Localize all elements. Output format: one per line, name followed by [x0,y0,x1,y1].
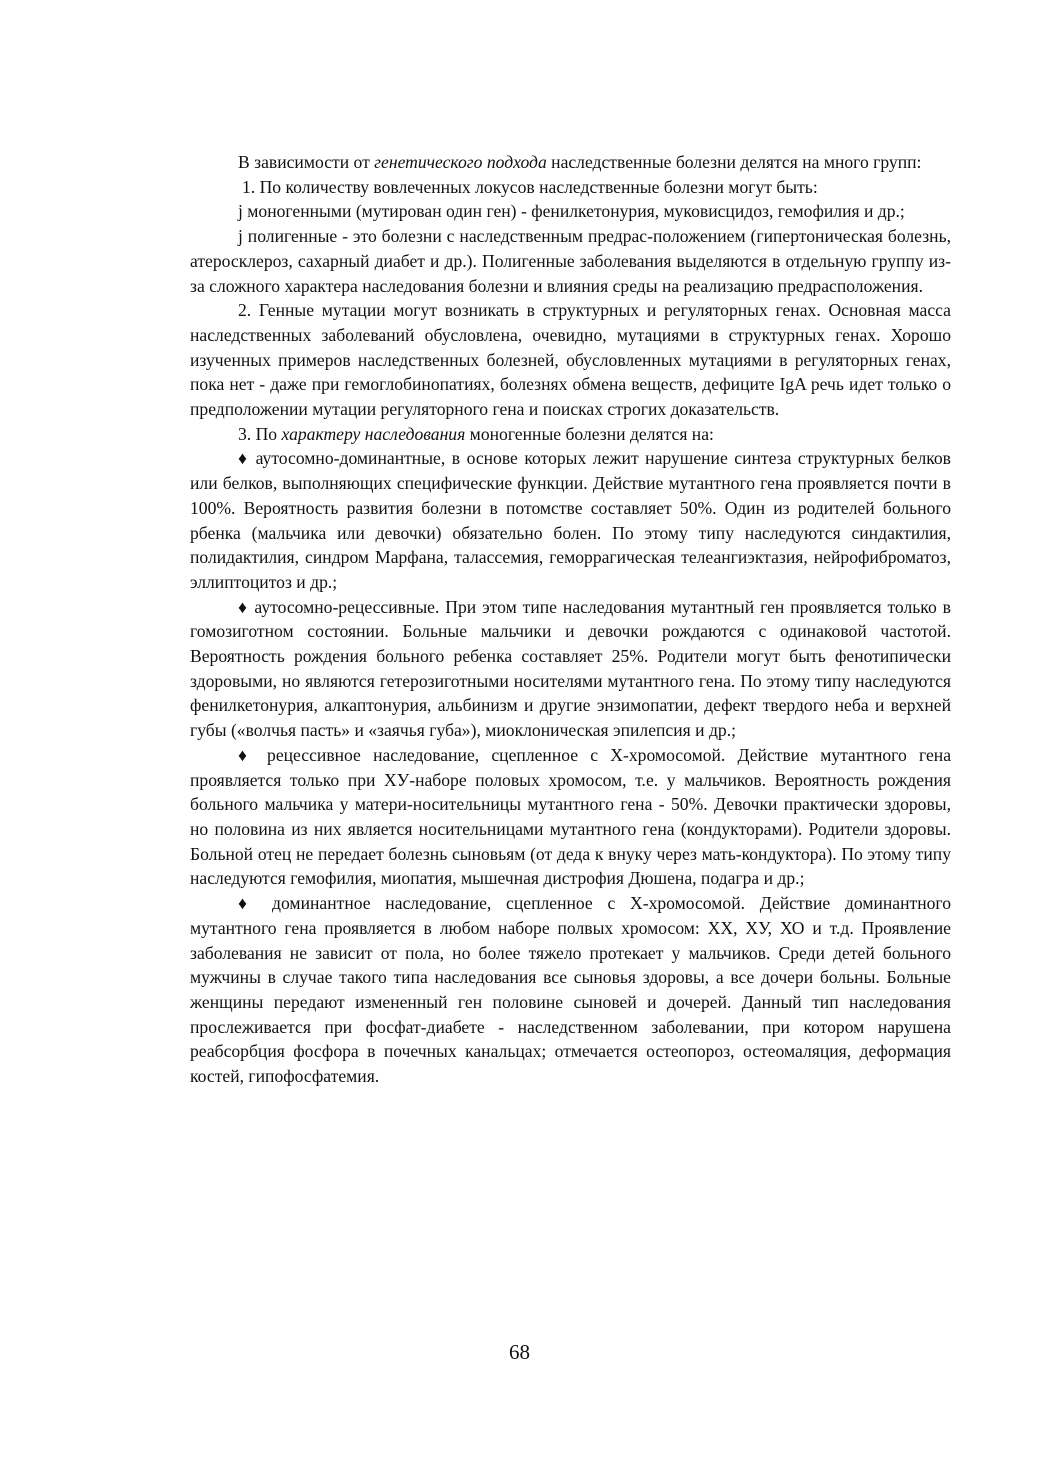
item-2-text: 2. Генные мутации могут возникать в структурных и регуляторных генах. Основная масса наследственных заболеваний обусловлена, очевидно, мутациями в структурных генах. Хорошо изученных примеров наследственных болезней, обусловленных мутациями в регуляторных генах, пока нет - даже при гемоглобинопатиях, болезнях обмена веществ, дефиците IgA речь идет только о предположении мутации регуляторного гена и поисках строгих доказательств. [190,300,951,420]
paragraph-autosomal-dominant [190,446,951,594]
intro-text-1: В зависимости от [238,152,375,172]
page-number: 68 [509,1340,530,1364]
paragraph-x-linked-recessive [190,743,951,891]
paragraph-polygenic [190,224,951,298]
autosomal-recessive-text: ♦ аутосомно-рецессивные. При этом типе наследования мутантный ген проявляется только в гомозиготном состоянии. Больные мальчики и девочки рождаются с одинаковой частотой. Вероятность рождения больного ребенка составляет 25%. Родители могут быть фенотипически здоровыми, но являются гетерозиготными носителями мутантного гена. По этому типу наследуются фенилкетонурия, алкаптонурия, альбинизм и другие энзимопатии, дефект твердого неба и верхней губы («волчья пасть» и «заячья губа»), миоклоническая эпилепсия и др.; [190,596,951,741]
item-3-text-1: 3. По [238,423,282,444]
item-1-text: 1. По количеству вовлеченных локусов наследственные болезни могут быть: [242,176,818,197]
autosomal-dominant-text: ♦ аутосомно-доминантные, в основе которых лежит нарушение синтеза структурных белков или белков, выполняющих специфические функции. Действие мутантного гена проявляется почти в 100%. Вероятность развития болезни в потомстве составляет 50%. Один из родителей больного рбенка (мальчика или девочки) обязательно болен. По этому типу наследуются синдактилия, полидактилия, синдром Марфана, талассемия, геморрагическая телеангиэктазия, нейрофиброматоз, эллиптоцитоз и др.; [190,448,951,592]
polygenic-text: j полигенные - это болезни с наследственным предрас-положением (гипертоническая болезнь, атеросклероз, сахарный диабет и др.). Полигенные заболевания выделяются в отдельную группу из-за сложного характера наследования болезни и влияния среды на реализацию предрасположения. [190,226,951,296]
paragraph-monogenic [190,199,951,224]
paragraph-intro [190,150,951,175]
paragraph-autosomal-recessive [190,595,951,743]
item-3-text-2: моногенные болезни делятся на: [465,423,714,444]
x-linked-dominant-text: ♦ доминантное наследование, сцепленное с Х-хромосомой. Действие доминантного мутантного гена проявляется в любом наборе полвых хромосом: ХХ, ХУ, ХО и т.д. Проявление заболевания не зависит от пола, но более тяжело протекает у мальчиков. Среди детей больного мужчины в случае такого типа наследования все сыновья здоровы, а все дочери больны. Больные женщины передают измененный ген половине сыновей и дочерей. Данный тип наследования прослеживается при фосфат-диабете - наследственном заболевании, при котором нарушена реабсорбция фосфора в почечных канальцах; отмечается остеопороз, остеомаляция, деформация костей, гипофосфатемия. [190,893,951,1087]
item-3-italic-term: характеру наследования [281,423,466,444]
intro-italic-term: генетического подхода [374,152,547,172]
monogenic-text: j моногенными (мутирован один ген) - фенилкетонурия, муковисцидоз, гемофилия и др.; [238,201,905,222]
paragraph-item-3 [190,422,951,447]
x-linked-recessive-text: ♦ рецессивное наследование, сцепленное с Х-хромосомой. Действие мутантного гена проявляется только при ХУ-наборе половых хромосом, т.е. у мальчиков. Вероятность рождения больного мальчика у матери-носительницы мутантного гена - 50%. Девочки практически здоровы, но половина из них является носительницами мутантного гена (кондукторами). Родители здоровы. Больной отец не передает болезнь сыновьям (от деда к внуку через мать-кондуктора). По этому типу наследуются гемофилия, миопатия, мышечная дистрофия Дюшена, подагра и др.; [190,744,951,889]
body-text [190,150,951,1089]
paragraph-x-linked-dominant [190,891,951,1089]
intro-text-2: наследственные болезни делятся на много групп: [546,152,922,172]
paragraph-item-1 [190,175,951,200]
paragraph-item-2 [190,298,951,422]
